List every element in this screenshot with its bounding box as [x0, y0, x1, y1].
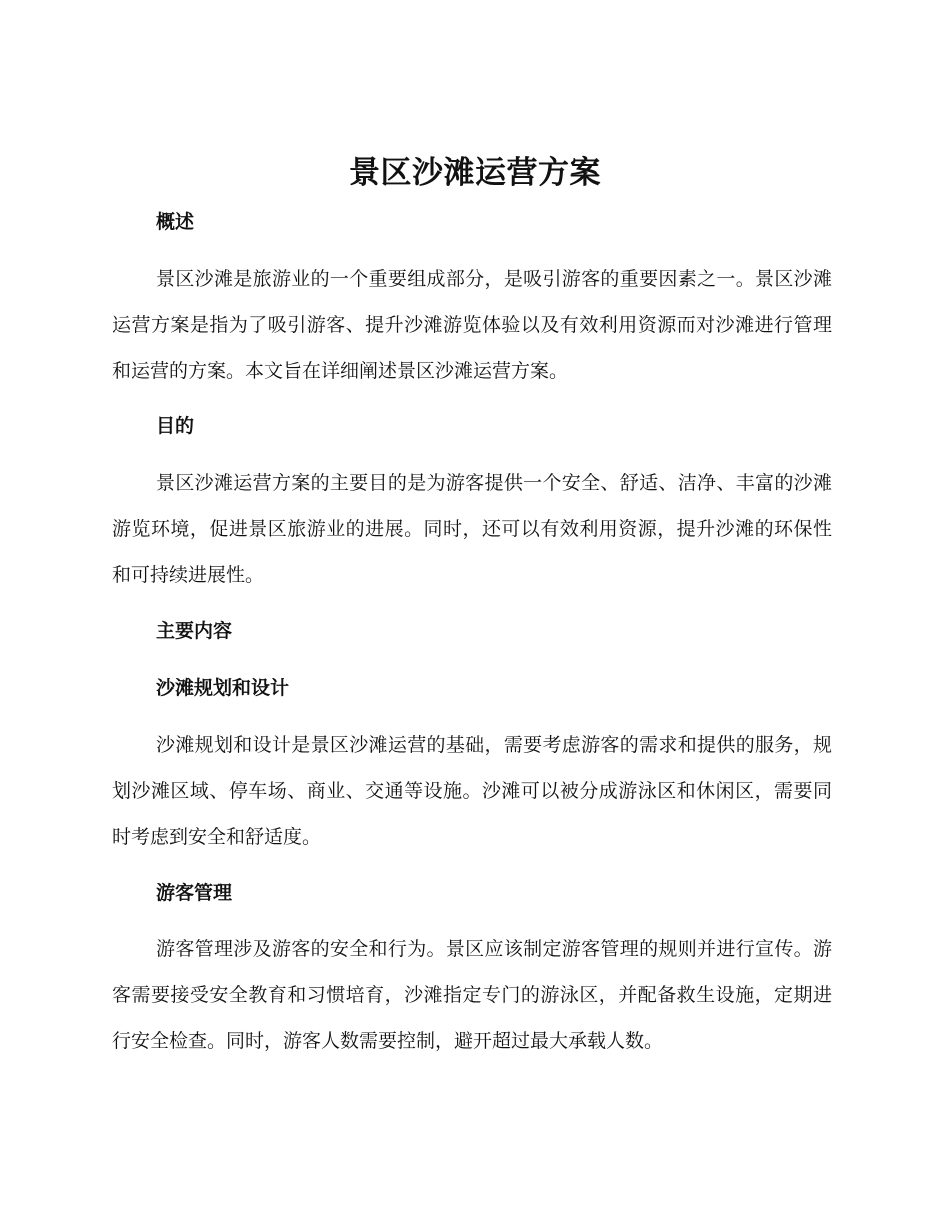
- section-paragraph-visitor: 游客管理涉及游客的安全和行为。景区应该制定游客管理的规则并进行宣传。游客需要接受安全教育和习惯培育，沙滩指定专门的游泳区，并配备救生设施，定期进行安全检查。同时，游客人数需要控制，避开超过最大承载人数。: [112, 938, 832, 1052]
- section-heading-purpose: 目的: [156, 415, 195, 437]
- section-heading-visitor: 游客管理: [156, 882, 233, 904]
- section-paragraph-overview: 景区沙滩是旅游业的一个重要组成部分，是吸引游客的重要因素之一。景区沙滩运营方案是指为了吸引游客、提升沙滩游览体验以及有效利用资源而对沙滩进行管理和运营的方案。本文旨在详细阐述景区沙滩运营方案。: [112, 268, 832, 382]
- document-title: 景区沙滩运营方案: [349, 155, 601, 191]
- section-heading-overview: 概述: [156, 211, 195, 233]
- section-paragraph-planning: 沙滩规划和设计是景区沙滩运营的基础，需要考虑游客的需求和提供的服务，规划沙滩区域、停车场、商业、交通等设施。沙滩可以被分成游泳区和休闲区，需要同时考虑到安全和舒适度。: [112, 734, 832, 848]
- section-heading-main-content: 主要内容: [156, 620, 233, 642]
- section-paragraph-purpose: 景区沙滩运营方案的主要目的是为游客提供一个安全、舒适、洁净、丰富的沙滩游览环境，促进景区旅游业的进展。同时，还可以有效利用资源，提升沙滩的环保性和可持续进展性。: [112, 472, 832, 586]
- section-heading-planning: 沙滩规划和设计: [156, 677, 290, 699]
